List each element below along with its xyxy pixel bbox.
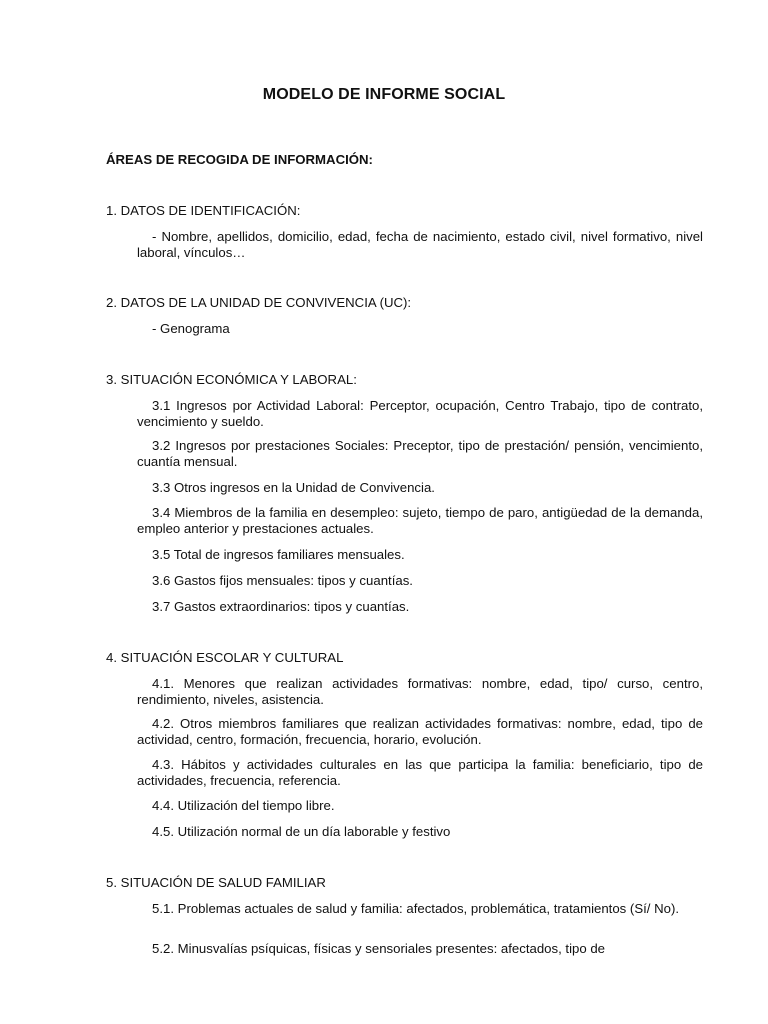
section-3-item-6: 3.6 Gastos fijos mensuales: tipos y cuantías. — [152, 573, 413, 588]
section-1-item-1: - Nombre, apellidos, domicilio, edad, fecha de nacimiento, estado civil, nivel formativo, nivel laboral, vínculos… — [137, 229, 703, 260]
section-5-item-2: 5.2. Minusvalías psíquicas, físicas y sensoriales presentes: afectados, tipo de — [152, 941, 606, 956]
section-heading-4: 4. SITUACIÓN ESCOLAR Y CULTURAL — [106, 650, 344, 665]
section-heading-1: 1. DATOS DE IDENTIFICACIÓN: — [106, 203, 301, 218]
section-4-item-1: 4.1. Menores que realizan actividades formativas: nombre, edad, tipo/ curso, centro, rendimiento, niveles, asistencia. — [137, 676, 703, 707]
section-4-item-3: 4.3. Hábitos y actividades culturales en las que participa la familia: beneficiario, tipo de actividades, frecuencia, referencia. — [137, 757, 703, 788]
document-subtitle: ÁREAS DE RECOGIDA DE INFORMACIÓN: — [106, 152, 373, 167]
section-4-item-4: 4.4. Utilización del tiempo libre. — [152, 798, 335, 813]
document-title: MODELO DE INFORME SOCIAL — [262, 86, 506, 103]
section-3-item-2: 3.2 Ingresos por prestaciones Sociales: Preceptor, tipo de prestación/ pensión, vencimiento, cuantía mensual. — [137, 438, 703, 469]
section-3-item-5: 3.5 Total de ingresos familiares mensuales. — [152, 547, 405, 562]
section-4-item-2: 4.2. Otros miembros familiares que realizan actividades formativas: nombre, edad, tipo de actividad, centro, formación, frecuencia, horario, evolución. — [137, 716, 703, 747]
section-2-item-1: - Genograma — [152, 321, 230, 336]
section-4-item-5: 4.5. Utilización normal de un día laborable y festivo — [152, 824, 451, 839]
section-heading-2: 2. DATOS DE LA UNIDAD DE CONVIVENCIA (UC): — [106, 295, 412, 310]
section-5-item-1: 5.1. Problemas actuales de salud y familia: afectados, problemática, tratamientos (Sí/ No). — [152, 901, 680, 916]
section-3-item-7: 3.7 Gastos extraordinarios: tipos y cuantías. — [152, 599, 410, 614]
section-3-item-4: 3.4 Miembros de la familia en desempleo: sujeto, tiempo de paro, antigüedad de la demanda, empleo anterior y prestaciones actuales. — [137, 505, 703, 536]
section-3-item-1: 3.1 Ingresos por Actividad Laboral: Perceptor, ocupación, Centro Trabajo, tipo de contrato, vencimiento y sueldo. — [137, 398, 703, 429]
section-3-item-3: 3.3 Otros ingresos en la Unidad de Convivencia. — [152, 480, 435, 495]
section-heading-5: 5. SITUACIÓN DE SALUD FAMILIAR — [106, 875, 326, 890]
section-heading-3: 3. SITUACIÓN ECONÓMICA Y LABORAL: — [106, 372, 357, 387]
